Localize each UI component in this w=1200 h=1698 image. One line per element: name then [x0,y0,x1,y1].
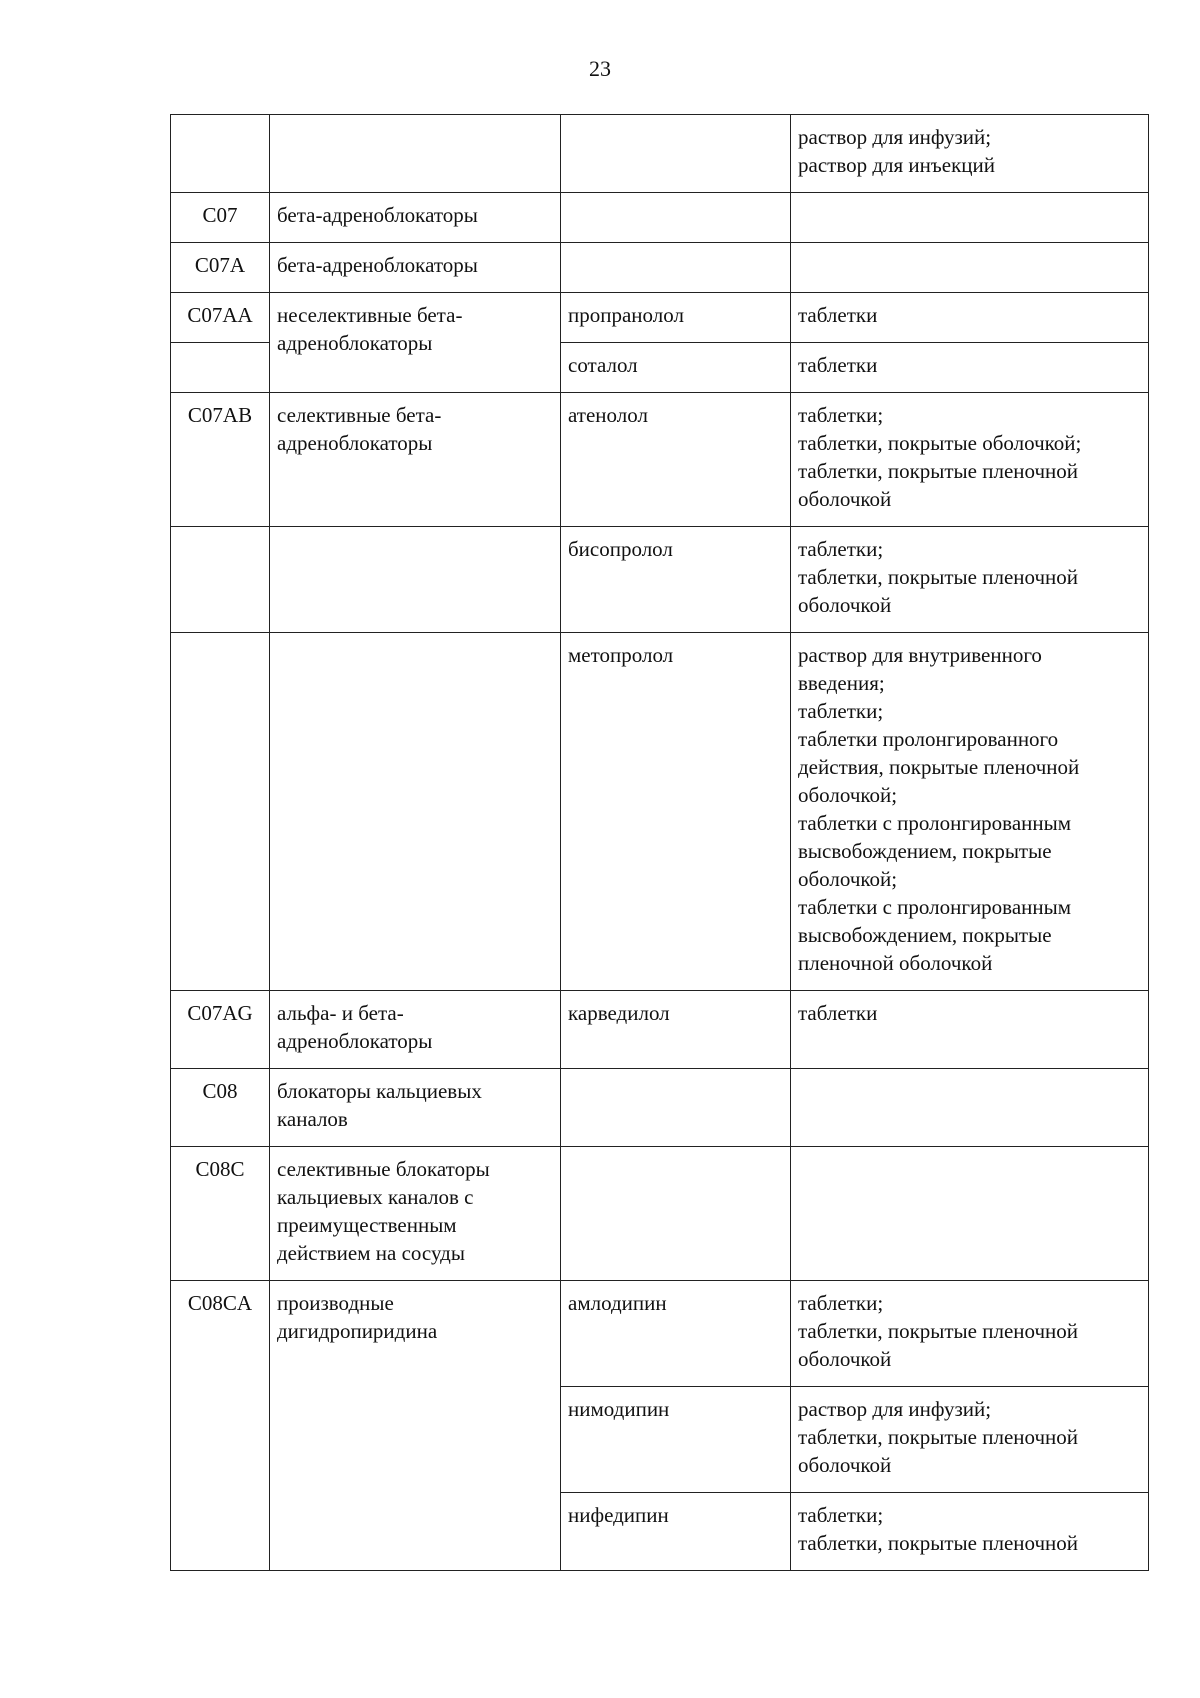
dosage-forms-cell: таблетки [791,293,1149,343]
table-row [171,243,1149,293]
atc-code-cell [171,115,270,193]
atc-code-cell [171,633,270,991]
substance-cell [561,1147,791,1281]
atc-code-cell: C08C [171,1147,270,1281]
table-row [171,1147,1149,1281]
table-row [171,991,1149,1069]
table-row [171,193,1149,243]
substance-cell: соталол [561,343,791,393]
group-name-cell [270,633,561,991]
table-row [171,393,1149,527]
table-row [171,293,1149,343]
atc-code-cell: C07A [171,243,270,293]
substance-cell: метопролол [561,633,791,991]
substance-cell [561,115,791,193]
atc-code-cell: C07AA [171,293,270,343]
table-row [171,527,1149,633]
substance-cell [561,1069,791,1147]
atc-code-cell: C07AG [171,991,270,1069]
table-row [171,115,1149,193]
table-row [171,633,1149,991]
group-name-cell: неселективные бета- адреноблокаторы [270,293,561,393]
substance-cell: атенолол [561,393,791,527]
substance-cell: нимодипин [561,1387,791,1493]
atc-code-cell: C08 [171,1069,270,1147]
group-name-cell: селективные бета- адреноблокаторы [270,393,561,527]
dosage-forms-cell: таблетки; таблетки, покрытые пленочной [791,1493,1149,1571]
atc-code-cell [171,343,270,393]
group-name-cell [270,115,561,193]
group-name-cell: бета-адреноблокаторы [270,193,561,243]
dosage-forms-cell [791,1147,1149,1281]
dosage-forms-cell: раствор для инфузий; таблетки, покрытые пленочной оболочкой [791,1387,1149,1493]
substance-cell: карведилол [561,991,791,1069]
dosage-forms-cell [791,1069,1149,1147]
substance-cell [561,243,791,293]
dosage-forms-cell: таблетки; таблетки, покрытые оболочкой; таблетки, покрытые пленочной оболочкой [791,393,1149,527]
dosage-forms-cell: раствор для внутривенного введения; таблетки; таблетки пролонгированного действия, покрытые пленочной оболочкой; таблетки с пролонгированным высвобождением, покрытые оболочкой; таблетки с пролонгированным высвобождением, покрытые пленочной оболочкой [791,633,1149,991]
dosage-forms-cell: таблетки [791,991,1149,1069]
substance-cell: нифедипин [561,1493,791,1571]
substance-cell [561,193,791,243]
group-name-cell: селективные блокаторы кальциевых каналов с преимущественным действием на сосуды [270,1147,561,1281]
substance-cell: амлодипин [561,1281,791,1387]
group-name-cell: блокаторы кальциевых каналов [270,1069,561,1147]
table-row [171,1069,1149,1147]
group-name-cell: производные дигидропиридина [270,1281,561,1571]
table-row [171,1281,1149,1387]
atc-code-cell: C08CA [171,1281,270,1571]
atc-code-cell: C07AB [171,393,270,527]
substance-cell: пропранолол [561,293,791,343]
dosage-forms-cell: раствор для инфузий; раствор для инъекций [791,115,1149,193]
dosage-forms-cell: таблетки; таблетки, покрытые пленочной оболочкой [791,1281,1149,1387]
group-name-cell: альфа- и бета- адреноблокаторы [270,991,561,1069]
atc-code-cell [171,527,270,633]
dosage-forms-cell: таблетки; таблетки, покрытые пленочной оболочкой [791,527,1149,633]
atc-code-cell: C07 [171,193,270,243]
dosage-forms-cell: таблетки [791,343,1149,393]
group-name-cell: бета-адреноблокаторы [270,243,561,293]
page-number: 23 [589,56,611,81]
dosage-forms-cell [791,193,1149,243]
substance-cell: бисопролол [561,527,791,633]
dosage-forms-cell [791,243,1149,293]
drug-classification-table [170,114,1149,1571]
group-name-cell [270,527,561,633]
